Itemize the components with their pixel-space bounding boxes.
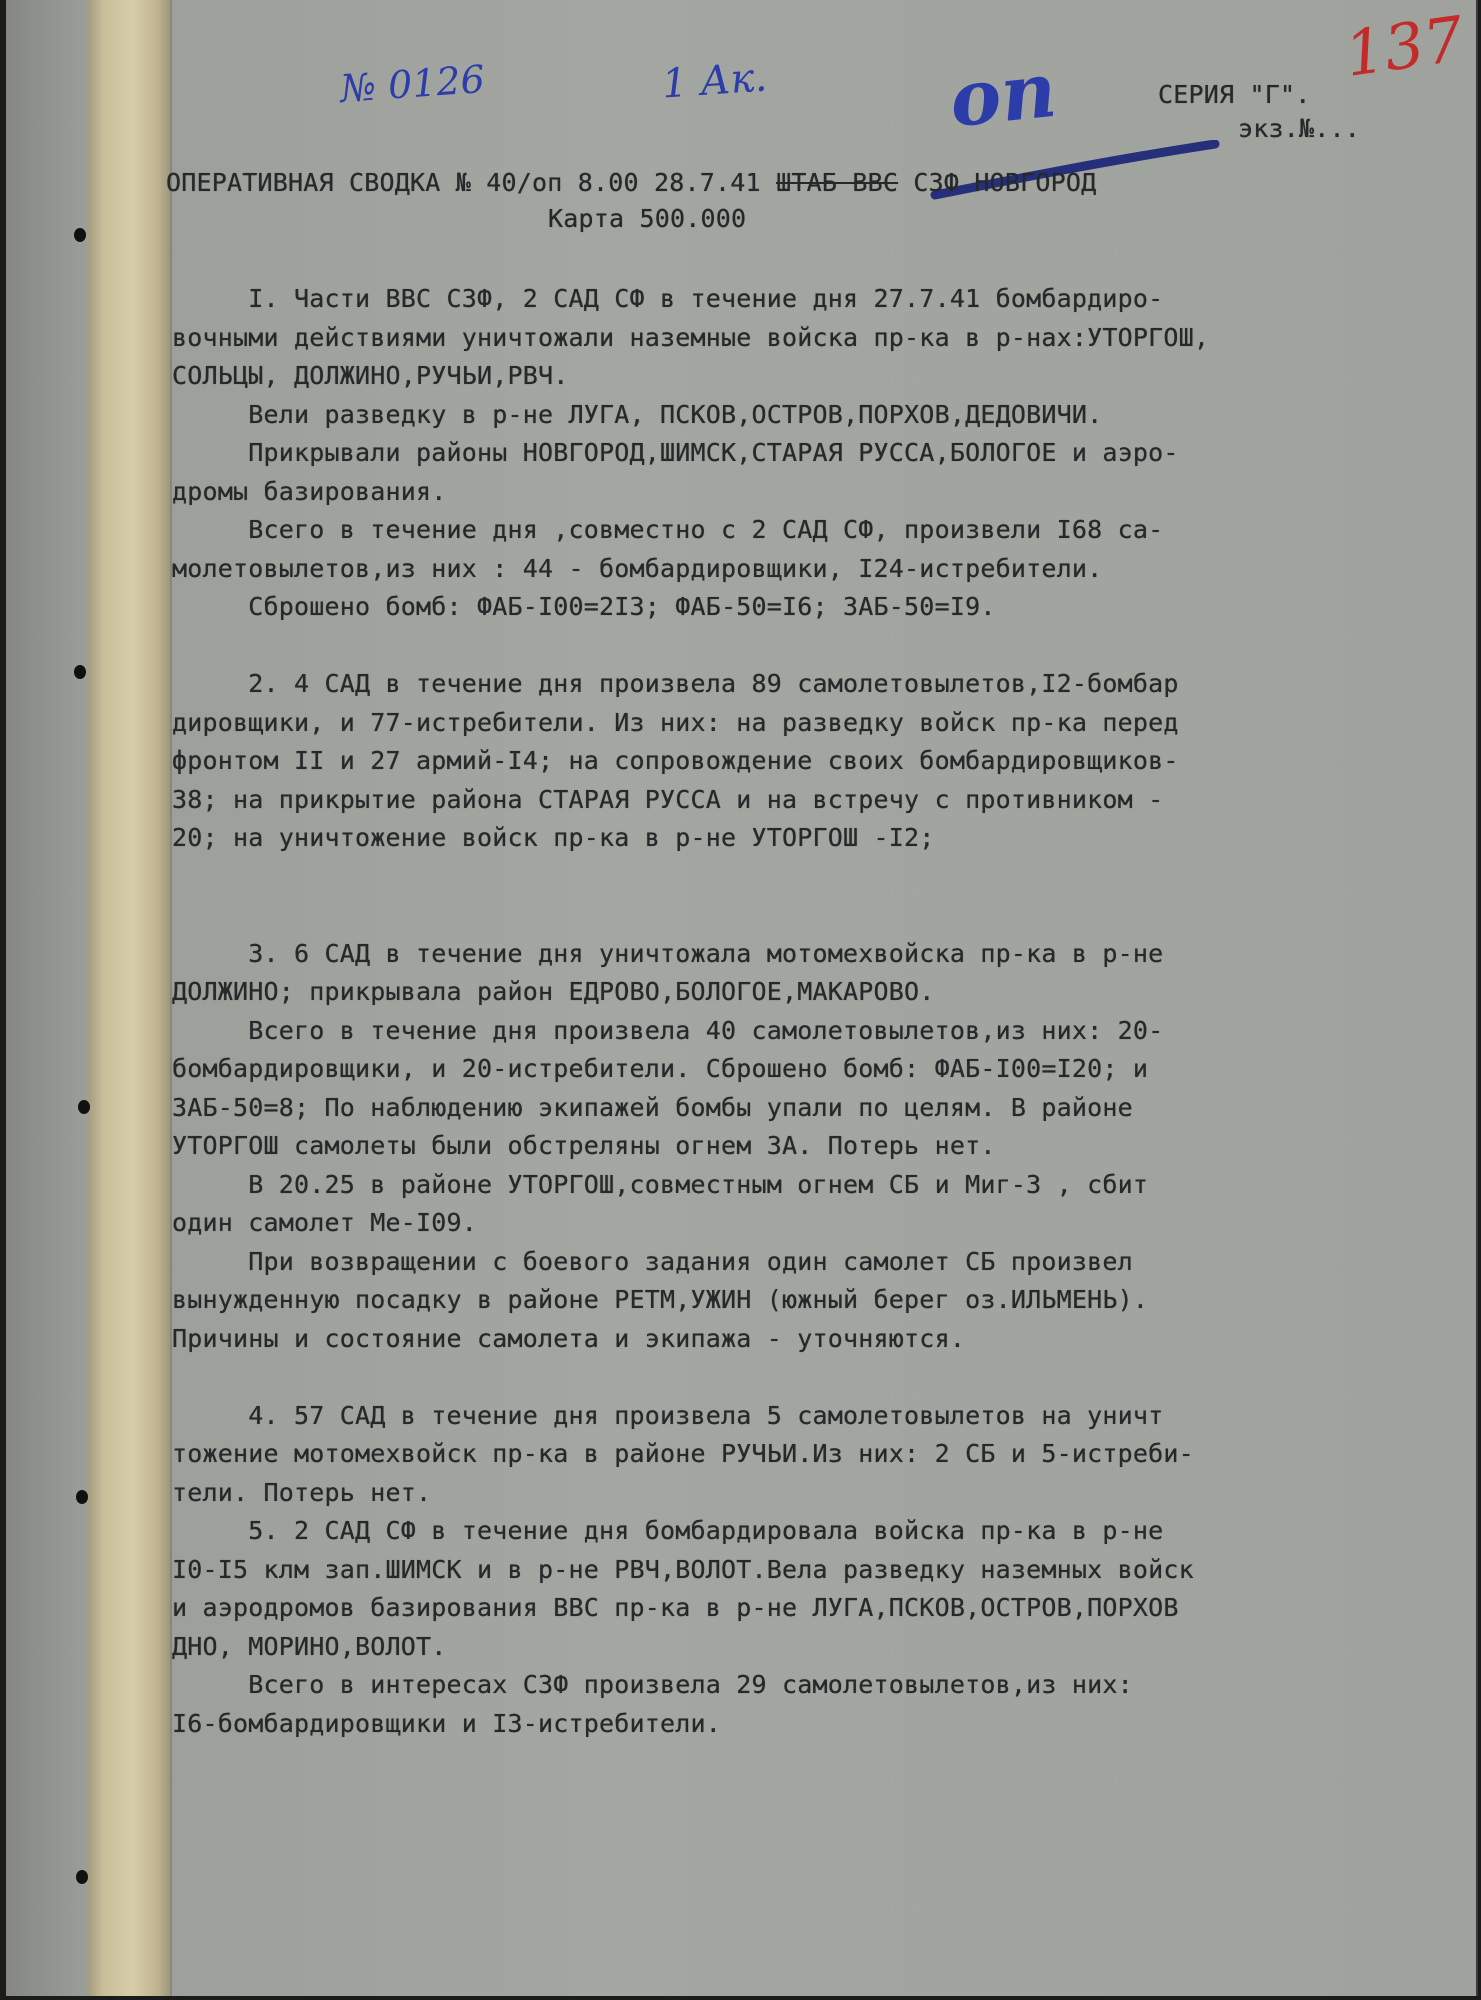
body-line: I6-бомбардировщики и I3-истребители. bbox=[172, 1708, 722, 1738]
binding-strip bbox=[88, 0, 172, 1996]
handwritten-ak: 1 Ак. bbox=[660, 54, 769, 108]
punch-hole bbox=[74, 665, 86, 679]
body-line: Всего в течение дня ,совместно с 2 САД СФ, произвели I68 са- bbox=[172, 515, 1164, 544]
body-line: При возвращении с боевого задания один самолет СБ произвел bbox=[172, 1246, 1133, 1276]
punch-hole bbox=[74, 228, 86, 242]
body-line: 38; на прикрытие района СТАРАЯ РУССА и на встречу с противником - bbox=[172, 784, 1164, 814]
punch-hole bbox=[76, 1870, 88, 1884]
body-line: ЗАБ-50=8; По наблюдению экипажей бомбы упали по целям. В районе bbox=[172, 1092, 1133, 1122]
body-line: Прикрывали районы НОВГОРОД,ШИМСК,СТАРАЯ РУССА,БОЛОГОЕ и аэро- bbox=[172, 438, 1179, 467]
title-tail: СЗФ НОВГОРОД bbox=[898, 168, 1097, 197]
body-line: бомбардировщики, и 20-истребители. Сброшено бомб: ФАБ-I00=I20; и bbox=[172, 1054, 1149, 1083]
document-title bbox=[166, 164, 1096, 202]
body-line: 20; на уничтожение войск пр-ка в р-не УТОРГОШ -I2; bbox=[172, 823, 935, 852]
handwritten-ref-number: № 0126 bbox=[338, 57, 487, 111]
body-line: вочными действиями уничтожали наземные войска пр-ка в р-нах:УТОРГОШ, bbox=[172, 322, 1210, 352]
body-line: тели. Потерь нет. bbox=[172, 1477, 432, 1507]
body-line: СОЛЬЦЫ, ДОЛЖИНО,РУЧЬИ,РВЧ. bbox=[172, 361, 569, 390]
body-line: дромы базирования. bbox=[172, 476, 447, 506]
body-line: I0-I5 клм зап.ШИМСК и в р-не РВЧ,ВОЛОТ.Вела разведку наземных войск bbox=[172, 1554, 1194, 1584]
body-line: вынужденную посадку в районе РЕТМ,УЖИН (южный берег оз.ИЛЬМЕНЬ). bbox=[172, 1285, 1149, 1314]
body-line: Всего в течение дня произвела 40 самолетовылетов,из них: 20- bbox=[172, 1015, 1164, 1045]
body-line: 2. 4 САД в течение дня произвела 89 самолетовылетов,I2-бомбар bbox=[172, 669, 1179, 698]
body-line: ДНО, МОРИНО,ВОЛОТ. bbox=[172, 1631, 447, 1661]
page-edge bbox=[6, 0, 88, 1996]
body-line: Всего в интересах СЗФ произвела 29 самолетовылетов,из них: bbox=[172, 1670, 1133, 1699]
body-line: молетовылетов,из них : 44 - бомбардировщики, I24-истребители. bbox=[172, 553, 1103, 583]
punch-hole bbox=[78, 1100, 90, 1114]
body-line: Вели разведку в р-не ЛУГА, ПСКОВ,ОСТРОВ,ПОРХОВ,ДЕДОВИЧИ. bbox=[172, 399, 1103, 429]
body-line: тожение мотомехвойск пр-ка в районе РУЧЬИ.Из них: 2 СБ и 5-истреби- bbox=[172, 1439, 1194, 1468]
body-line: В 20.25 в районе УТОРГОШ,совместным огнем СБ и Миг-3 , сбит bbox=[172, 1169, 1149, 1199]
body-line: Причины и состояние самолета и экипажа - уточняются. bbox=[172, 1323, 966, 1353]
map-scale: Карта 500.000 bbox=[548, 204, 747, 233]
body-line: Сброшено бомб: ФАБ-I00=2I3; ФАБ-50=I6; ЗАБ-50=I9. bbox=[172, 592, 996, 621]
body-line: дировщики, и 77-истребители. Из них: на разведку войск пр-ка перед bbox=[172, 707, 1179, 737]
handwritten-op: оп bbox=[945, 44, 1061, 145]
punch-hole bbox=[76, 1490, 88, 1504]
title-struck: ШТАБ ВВС bbox=[776, 168, 899, 197]
handwritten-page-number: 137 bbox=[1340, 2, 1468, 91]
body-line: 4. 57 САД в течение дня произвела 5 самолетовылетов на уничт bbox=[172, 1400, 1164, 1430]
body-line: 5. 2 САД СФ в течение дня бомбардировала войска пр-ка в р-не bbox=[172, 1516, 1164, 1545]
series-label: СЕРИЯ "Г". bbox=[1158, 80, 1311, 109]
body-line: УТОРГОШ самолеты были обстреляны огнем ЗА. Потерь нет. bbox=[172, 1131, 996, 1160]
body-line: ДОЛЖИНО; прикрывала район ЕДРОВО,БОЛОГОЕ,МАКАРОВО. bbox=[172, 977, 935, 1006]
body-line: I. Части ВВС СЗФ, 2 САД СФ в течение дня 27.7.41 бомбардиро- bbox=[172, 284, 1164, 313]
body-line: один самолет Ме-I09. bbox=[172, 1208, 478, 1237]
body-line: 3. 6 САД в течение дня уничтожала мотомехвойска пр-ка в р-не bbox=[172, 938, 1164, 968]
title-main: ОПЕРАТИВНАЯ СВОДКА № 40/оп 8.00 28.7.41 bbox=[166, 168, 777, 197]
copy-label: экз.№... bbox=[1238, 114, 1361, 143]
body-line: и аэродромов базирования ВВС пр-ка в р-не ЛУГА,ПСКОВ,ОСТРОВ,ПОРХОВ bbox=[172, 1593, 1179, 1622]
body-line: фронтом II и 27 армий-I4; на сопровождение своих бомбардировщиков- bbox=[172, 746, 1179, 775]
